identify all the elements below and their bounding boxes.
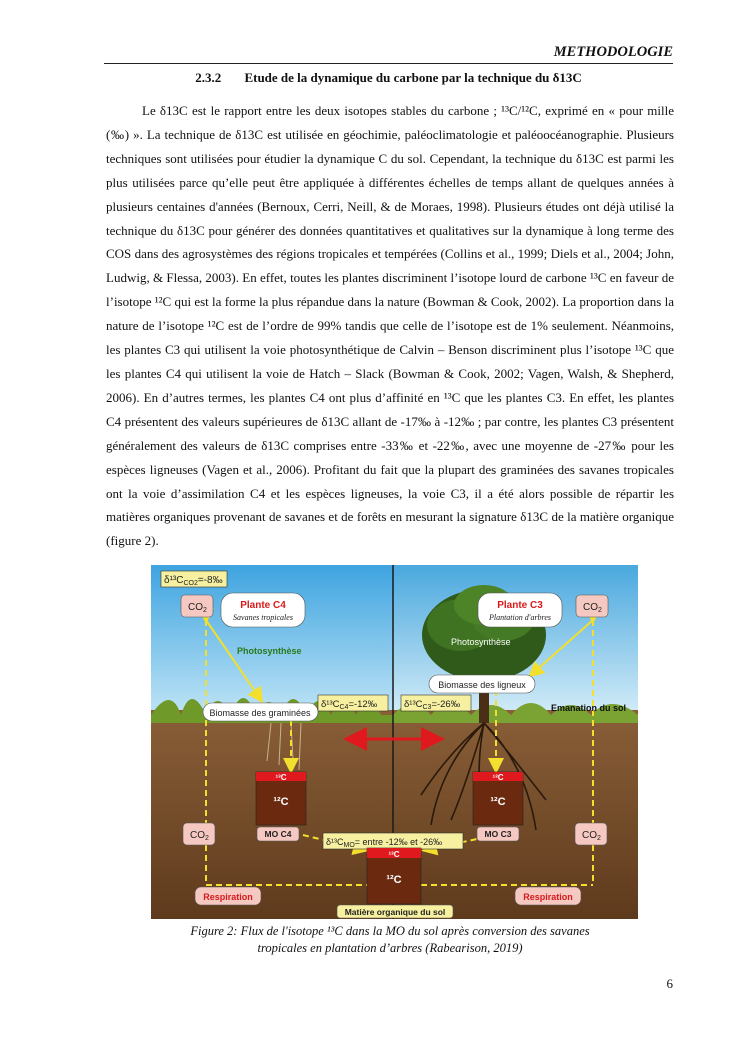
header-rule <box>104 63 673 64</box>
svg-text:CO2: $CO_2$ <box>582 830 601 842</box>
respiration-label-right <box>515 887 581 905</box>
biomasse-graminees-label <box>203 703 318 721</box>
svg-text:Biomasse des ligneux: Biomasse des ligneux <box>438 680 526 690</box>
svg-text:¹²C: ¹²C <box>386 874 402 886</box>
svg-text:Plante C3: Plante C3 <box>497 600 543 611</box>
figure-diagram <box>151 565 638 919</box>
svg-text:MO C3: MO C3 <box>484 829 512 839</box>
svg-text:Plante C4: Plante C4 <box>240 600 286 611</box>
svg-text:Biomasse des graminées: Biomasse des graminées <box>209 708 311 718</box>
figure-caption <box>150 923 630 957</box>
emanation-label: Emanation du sol <box>551 703 627 713</box>
delta-mo-label <box>323 833 463 849</box>
running-head: METHODOLOGIE <box>553 44 673 60</box>
section-title: Etude de la dynamique du carbone par la technique du δ13C <box>244 70 582 85</box>
svg-text:CO2: $CO_2$ <box>188 602 207 614</box>
photosynthese-label-left: Photosynthèse <box>237 646 302 656</box>
biomasse-ligneux-label <box>429 675 535 693</box>
svg-text:¹³C: ¹³C <box>388 850 400 859</box>
plante-c4-label <box>221 593 305 627</box>
svg-text:Savanes tropicales: Savanes tropicales <box>233 613 293 622</box>
svg-text:¹³C: ¹³C <box>492 773 504 782</box>
mo-c3-label <box>477 827 519 841</box>
svg-text:Respiration: Respiration <box>203 892 253 902</box>
soil-box-central <box>367 848 421 904</box>
svg-text:Matière organique du sol: Matière organique du sol <box>344 907 446 917</box>
svg-text:MO C4: MO C4 <box>264 829 292 839</box>
matiere-organique-label <box>337 905 453 918</box>
svg-text:CO2: $CO_2$ <box>190 830 209 842</box>
co2-box-top-right <box>576 595 608 617</box>
page-number: 6 <box>666 976 673 991</box>
svg-text:¹³C: ¹³C <box>275 773 287 782</box>
co2-box-bottom-left <box>183 823 215 845</box>
svg-text:¹²C: ¹²C <box>490 796 506 808</box>
svg-text:δ¹³CMO= entre -12‰ et -26‰: $\delta^{13}C_{MO}=$ entre -12‰ et -26‰ <box>326 837 443 849</box>
respiration-label-left <box>195 887 261 905</box>
mo-c4-label <box>257 827 299 841</box>
soil-box-c4 <box>256 772 306 825</box>
svg-text:Respiration: Respiration <box>523 892 573 902</box>
delta-co2-label <box>161 571 227 587</box>
figure-carbon-flux <box>151 565 638 919</box>
plante-c3-label <box>478 593 562 627</box>
sky-left <box>151 565 393 715</box>
svg-text:CO2: $CO_2$ <box>583 602 602 614</box>
svg-text:¹²C: ¹²C <box>273 796 289 808</box>
caption-line-1: Figure 2: Flux de l'isotope ¹³C dans la MO du sol après conversion des savanes <box>190 924 590 938</box>
co2-box-top-left <box>181 595 213 617</box>
photosynthese-label-right: Photosynthèse <box>451 637 511 647</box>
caption-line-2: tropicales en plantation d’arbres (Rabearison, 2019) <box>257 941 523 955</box>
co2-box-bottom-right <box>575 823 607 845</box>
delta-c3-label <box>401 695 471 711</box>
section-heading <box>104 70 673 86</box>
soil-box-c3 <box>473 772 523 825</box>
svg-text:δ¹³CCO2=-8‰: $\delta^{13}C_{CO2}=-8‰$ <box>164 575 223 587</box>
svg-text:δ¹³CC4=-12‰: $\delta^{13}C_{C4}=-12‰$ <box>321 699 378 711</box>
svg-text:Plantation d'arbres: Plantation d'arbres <box>488 613 552 622</box>
section-number: 2.3.2 <box>195 70 222 85</box>
body-paragraph: Le δ13C est le rapport entre les deux isotopes stables du carbone ; ¹³C/¹²C, exprimé en « pour mille (‰) ». La technique de δ13C est utilisée en géochimie, paléoclimatologie et paléoocéanographie. Plusieurs techniques sont utilisées pour étudier la dynamique C du sol. Cependant, la technique du δ13C est parmi les plus utilisées parce qu’elle peut être appliquée à différentes échelles de temps allant de quelques années à plusieurs centaines d'années (Bernoux, Cerri, Neill, & de Moraes, 1998). Plusieurs études ont déjà utilisé la technique du δ13C pour générer des données quantitatives et qualitatives sur la dynamique à long terme des COS dans des agrosystèmes des régions tropicales et tempérées (Collins et al., 1999; Diels et al., 2004; John, Ludwig, & Flessa, 2003). En effet, toutes les plantes discriminent l’isotope lourd de carbone ¹³C en faveur de l’isotope ¹²C qui est la forme la plus répandue dans la nature (Bowman & Cook, 2002). La proportion dans la nature de l’isotope ¹²C est de l’ordre de 99% tandis que celle de l’isotope est de 1% seulement. Néanmoins, les plantes C3 qui utilisent la voie photosynthétique de Calvin – Benson discriminent plus l’isotope ¹³C que les plantes C4 qui utilisent la voie de Hatch – Slack (Bowman & Cook, 2002; Vagen, Walsh, & Shepherd, 2006). En d’autres termes, les plantes C4 ont plus d’affinité en ¹³C que les plantes C3. En effet, les plantes C4 présentent des valeurs supérieures de δ13C allant de -17‰ à -12‰ ; par contre, les plantes C3 présentent généralement des valeurs de δ13C comprises entre -33‰ et -22‰, avec une moyenne de -27‰ pour les espèces ligneuses (Vagen et al., 2006). Profitant du fait que la plupart des graminées des savanes tropicales ont la voie d’assimilation C4 et les espèces ligneuses, la voie C3, il a été alors possible de répartir les matières organiques provenant de savanes et de forêts en mesurant la signature δ13C de la matière organique (figure 2). <box>106 103 674 549</box>
delta-c4-label <box>318 695 388 711</box>
svg-text:δ¹³CC3=-26‰: $\delta^{13}C_{C3}=-26‰$ <box>404 699 461 711</box>
